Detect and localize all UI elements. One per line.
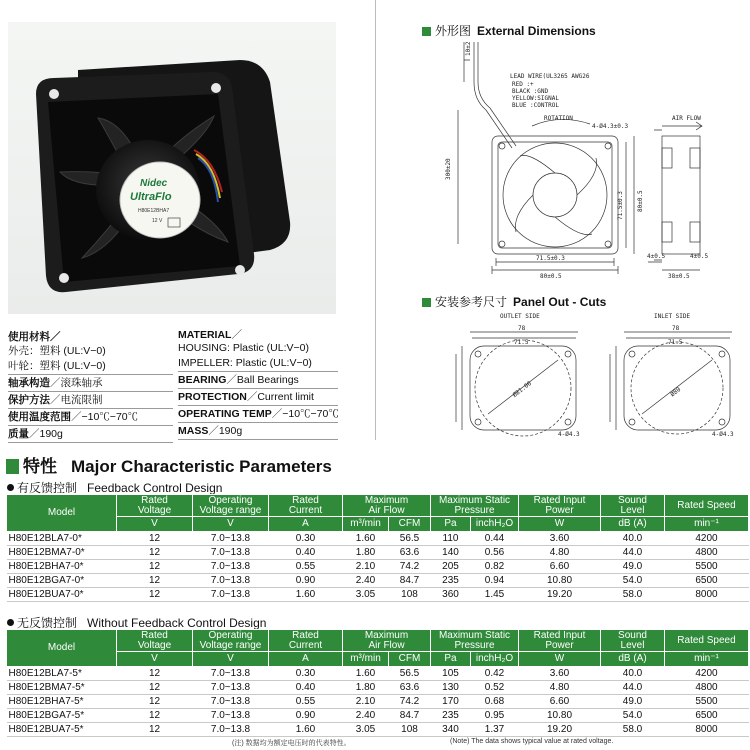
spec-protection-cn: 保护方法／电流限制 bbox=[8, 392, 173, 409]
table-cell: 44.0 bbox=[601, 546, 665, 560]
table-cell: 140 bbox=[431, 546, 471, 560]
table-cell: 4800 bbox=[665, 546, 749, 560]
model-cell: H80E12BMA7-0* bbox=[7, 546, 117, 560]
table-cell: 235 bbox=[431, 709, 471, 723]
unit-cell: Pa bbox=[431, 517, 471, 532]
table-row bbox=[7, 560, 749, 574]
table-cell: 12 bbox=[117, 532, 193, 546]
unit-cell: V bbox=[117, 652, 193, 667]
col-rated-voltage: Rated Voltage bbox=[117, 495, 193, 517]
section-marker-icon bbox=[422, 27, 431, 36]
dims-size-h: 80±0.5 bbox=[540, 273, 562, 280]
col-rated-current: Rated Current bbox=[269, 495, 343, 517]
model-cell: H80E12BMA7-5* bbox=[7, 681, 117, 695]
col-op-voltage: Operating Voltage range bbox=[193, 495, 269, 517]
table-cell: 7.0~13.8 bbox=[193, 709, 269, 723]
table-cell: 54.0 bbox=[601, 709, 665, 723]
col-rated-current: Rated Current bbox=[269, 630, 343, 652]
table-row bbox=[7, 546, 749, 560]
table-cell: 6500 bbox=[665, 574, 749, 588]
table-cell: 7.0~13.8 bbox=[193, 588, 269, 602]
spec-temp-cn: 使用温度范围／−10℃−70℃ bbox=[8, 409, 173, 426]
no-feedback-table-body bbox=[7, 667, 749, 737]
table-cell: 360 bbox=[431, 588, 471, 602]
table-cell: 4.80 bbox=[519, 681, 601, 695]
cutout-inlet: INLET SIDE bbox=[654, 313, 691, 320]
table-cell: 10.80 bbox=[519, 709, 601, 723]
table-cell: 63.6 bbox=[389, 546, 431, 560]
table-cell: 3.05 bbox=[343, 723, 389, 737]
unit-cell: Pa bbox=[431, 652, 471, 667]
col-air-flow: Maximum Air Flow bbox=[343, 495, 431, 517]
col-speed: Rated Speed bbox=[665, 495, 749, 517]
photo-brand: Nidec bbox=[140, 178, 168, 189]
unit-cell: CFM bbox=[389, 517, 431, 532]
model-cell: H80E12BLA7-0* bbox=[7, 532, 117, 546]
table-cell: 4200 bbox=[665, 532, 749, 546]
product-photo bbox=[8, 22, 336, 314]
table-row bbox=[7, 667, 749, 681]
major-title: 特性 Major Characteristic Parameters bbox=[6, 452, 332, 477]
table-cell: 205 bbox=[431, 560, 471, 574]
photo-series: UltraFlo bbox=[130, 191, 172, 203]
dims-pitch-h: 71.5±0.3 bbox=[536, 255, 565, 262]
model-cell: H80E12BUA7-0* bbox=[7, 588, 117, 602]
table-cell: 4200 bbox=[665, 667, 749, 681]
dims-lead-length: 300±20 bbox=[445, 158, 452, 180]
table-cell: 170 bbox=[431, 695, 471, 709]
table-cell: 12 bbox=[117, 695, 193, 709]
table2-title: 无反馈控制 Without Feedback Control Design bbox=[7, 614, 266, 631]
model-cell: H80E12BHA7-0* bbox=[7, 560, 117, 574]
table-cell: 7.0~13.8 bbox=[193, 667, 269, 681]
table-cell: 0.55 bbox=[269, 695, 343, 709]
col-static-pressure: Maximum Static Pressure bbox=[431, 630, 519, 652]
table-cell: 63.6 bbox=[389, 681, 431, 695]
col-air-flow: Maximum Air Flow bbox=[343, 630, 431, 652]
unit-cell: W bbox=[519, 517, 601, 532]
dims-d1: 4±0.5 bbox=[647, 253, 666, 260]
cutout-outlet: OUTLET SIDE bbox=[500, 313, 540, 320]
spec-impeller-cn: 叶轮：塑料 (UL:V−0) bbox=[8, 358, 173, 375]
unit-cell: min⁻¹ bbox=[665, 517, 749, 532]
external-dimensions-drawing bbox=[440, 40, 740, 280]
col-speed: Rated Speed bbox=[665, 630, 749, 652]
table-cell: 40.0 bbox=[601, 532, 665, 546]
dims-d2: 38±0.5 bbox=[668, 273, 690, 280]
table-cell: 19.20 bbox=[519, 723, 601, 737]
footnote-en: (Note) The data shows typical value at rated voltage. bbox=[450, 738, 614, 745]
table-cell: 44.0 bbox=[601, 681, 665, 695]
table-cell: 12 bbox=[117, 709, 193, 723]
section-marker-icon bbox=[6, 459, 19, 474]
col-rated-voltage: Rated Voltage bbox=[117, 630, 193, 652]
model-cell: H80E12BHA7-5* bbox=[7, 695, 117, 709]
table-cell: 6.60 bbox=[519, 695, 601, 709]
table-cell: 84.7 bbox=[389, 574, 431, 588]
spec-protection-en: PROTECTION／Current limit bbox=[178, 389, 338, 406]
table-cell: 235 bbox=[431, 574, 471, 588]
table-cell: 8000 bbox=[665, 588, 749, 602]
model-cell: H80E12BUA7-5* bbox=[7, 723, 117, 737]
cutout-hole-out: 4-Ø4.3 bbox=[558, 431, 580, 438]
table-cell: 40.0 bbox=[601, 667, 665, 681]
table-cell: 3.60 bbox=[519, 667, 601, 681]
table-cell: 74.2 bbox=[389, 695, 431, 709]
table-cell: 2.10 bbox=[343, 695, 389, 709]
dims-size-v: 80±0.5 bbox=[637, 190, 644, 212]
table-cell: 1.45 bbox=[471, 588, 519, 602]
unit-cell: A bbox=[269, 652, 343, 667]
bullet-icon bbox=[7, 484, 14, 491]
spec-housing-cn: 外壳：塑料 (UL:V−0) bbox=[8, 345, 106, 357]
bullet-icon bbox=[7, 619, 14, 626]
unit-cell: dB (A) bbox=[601, 517, 665, 532]
table-cell: 84.7 bbox=[389, 709, 431, 723]
table-cell: 56.5 bbox=[389, 667, 431, 681]
table-cell: 7.0~13.8 bbox=[193, 695, 269, 709]
table-cell: 19.20 bbox=[519, 588, 601, 602]
unit-cell: V bbox=[193, 652, 269, 667]
dims-hole: 4-Ø4.3±0.3 bbox=[592, 123, 629, 130]
table-cell: 340 bbox=[431, 723, 471, 737]
table-cell: 12 bbox=[117, 574, 193, 588]
unit-cell: inchH₂O bbox=[471, 652, 519, 667]
spec-mass-en: MASS／190g bbox=[178, 423, 338, 440]
unit-cell: W bbox=[519, 652, 601, 667]
dims-lead-wire: LEAD WIRE(UL3265 AWG26 bbox=[510, 73, 590, 80]
table-cell: 58.0 bbox=[601, 723, 665, 737]
feedback-table-body bbox=[7, 532, 749, 602]
table-cell: 1.80 bbox=[343, 681, 389, 695]
col-model: Model bbox=[7, 495, 117, 532]
table-cell: 0.40 bbox=[269, 681, 343, 695]
table-cell: 7.0~13.8 bbox=[193, 532, 269, 546]
table-row bbox=[7, 574, 749, 588]
photo-model: H80E12BHA7 bbox=[138, 208, 170, 214]
table-row bbox=[7, 588, 749, 602]
table-cell: 0.55 bbox=[269, 560, 343, 574]
table-cell: 56.5 bbox=[389, 532, 431, 546]
table-row bbox=[7, 723, 749, 737]
table-cell: 7.0~13.8 bbox=[193, 723, 269, 737]
table-cell: 0.82 bbox=[471, 560, 519, 574]
cutout-dia-out: Ø81.00 bbox=[511, 380, 533, 399]
dims-pitch-v: 71.5±0.3 bbox=[617, 191, 624, 220]
spec-material-en: MATERIAL／ bbox=[178, 329, 242, 341]
spec-impeller-en: IMPELLER: Plastic (UL:V−0) bbox=[178, 355, 338, 372]
table-cell: 0.30 bbox=[269, 667, 343, 681]
table-row bbox=[7, 532, 749, 546]
model-cell: H80E12BGA7-0* bbox=[7, 574, 117, 588]
table-cell: 54.0 bbox=[601, 574, 665, 588]
unit-cell: min⁻¹ bbox=[665, 652, 749, 667]
table-cell: 3.60 bbox=[519, 532, 601, 546]
table-cell: 7.0~13.8 bbox=[193, 681, 269, 695]
table-cell: 5500 bbox=[665, 560, 749, 574]
col-model: Model bbox=[7, 630, 117, 667]
table-cell: 49.0 bbox=[601, 560, 665, 574]
cutout-w2-in: 71.5 bbox=[668, 339, 683, 346]
dims-rotation: ROTATION bbox=[544, 115, 573, 122]
table-cell: 1.60 bbox=[269, 723, 343, 737]
unit-cell: V bbox=[193, 517, 269, 532]
table-cell: 2.40 bbox=[343, 709, 389, 723]
unit-cell: V bbox=[117, 517, 193, 532]
table-cell: 5500 bbox=[665, 695, 749, 709]
table-cell: 6.60 bbox=[519, 560, 601, 574]
table-cell: 0.95 bbox=[471, 709, 519, 723]
spec-material-cn: 使用材料／ bbox=[8, 331, 61, 343]
table-row bbox=[7, 695, 749, 709]
unit-cell: dB (A) bbox=[601, 652, 665, 667]
dims-airflow: AIR FLOW bbox=[672, 115, 701, 122]
cutout-w2-out: 71.5 bbox=[514, 339, 529, 346]
table-cell: 1.80 bbox=[343, 546, 389, 560]
table-cell: 6500 bbox=[665, 709, 749, 723]
dims-d3: 4±0.5 bbox=[690, 253, 709, 260]
footnote-cn: (注) 数据均为额定电压时的代表特性。 bbox=[232, 740, 351, 747]
dims-wire-yellow: YELLOW:SIGNAL bbox=[512, 95, 559, 102]
unit-cell: A bbox=[269, 517, 343, 532]
spec-bearing-en: BEARING／Ball Bearings bbox=[178, 372, 338, 389]
cutout-hole-in: 4-Ø4.3 bbox=[712, 431, 734, 438]
table-cell: 1.37 bbox=[471, 723, 519, 737]
materials-en-list bbox=[178, 329, 338, 440]
table-cell: 0.90 bbox=[269, 574, 343, 588]
table-cell: 8000 bbox=[665, 723, 749, 737]
col-static-pressure: Maximum Static Pressure bbox=[431, 495, 519, 517]
table-cell: 49.0 bbox=[601, 695, 665, 709]
spec-housing-en: HOUSING: Plastic (UL:V−0) bbox=[178, 342, 309, 354]
table-cell: 1.60 bbox=[343, 532, 389, 546]
table-cell: 12 bbox=[117, 667, 193, 681]
table-cell: 130 bbox=[431, 681, 471, 695]
dims-title: 外形图 External Dimensions bbox=[422, 22, 596, 39]
table-cell: 12 bbox=[117, 560, 193, 574]
table-cell: 0.56 bbox=[471, 546, 519, 560]
table-cell: 1.60 bbox=[343, 667, 389, 681]
spec-mass-cn: 质量／190g bbox=[8, 426, 173, 443]
photo-voltage: 12 V bbox=[152, 218, 163, 224]
table-cell: 10.80 bbox=[519, 574, 601, 588]
table-cell: 108 bbox=[389, 723, 431, 737]
table-cell: 105 bbox=[431, 667, 471, 681]
col-input-power: Rated Input Power bbox=[519, 630, 601, 652]
table-cell: 0.68 bbox=[471, 695, 519, 709]
table-cell: 7.0~13.8 bbox=[193, 574, 269, 588]
col-op-voltage: Operating Voltage range bbox=[193, 630, 269, 652]
table-cell: 12 bbox=[117, 681, 193, 695]
table-cell: 4.80 bbox=[519, 546, 601, 560]
table-cell: 2.10 bbox=[343, 560, 389, 574]
model-cell: H80E12BLA7-5* bbox=[7, 667, 117, 681]
unit-cell: CFM bbox=[389, 652, 431, 667]
table-row bbox=[7, 681, 749, 695]
table-cell: 0.42 bbox=[471, 667, 519, 681]
col-sound: Sound Level bbox=[601, 495, 665, 517]
table-cell: 4800 bbox=[665, 681, 749, 695]
no-feedback-table bbox=[6, 629, 749, 737]
unit-cell: m³/min bbox=[343, 652, 389, 667]
cutout-dia-in: Ø80 bbox=[669, 386, 683, 399]
panel-cutout-drawing bbox=[440, 310, 740, 440]
table-cell: 12 bbox=[117, 546, 193, 560]
table-cell: 0.30 bbox=[269, 532, 343, 546]
table-cell: 74.2 bbox=[389, 560, 431, 574]
table-cell: 110 bbox=[431, 532, 471, 546]
cutout-w1-in: 78 bbox=[672, 325, 680, 332]
table-cell: 12 bbox=[117, 588, 193, 602]
unit-cell: inchH₂O bbox=[471, 517, 519, 532]
table-cell: 58.0 bbox=[601, 588, 665, 602]
feedback-table bbox=[6, 494, 749, 602]
spec-temp-en: OPERATING TEMP／−10℃−70℃ bbox=[178, 406, 338, 423]
dims-wire-red: RED :+ bbox=[512, 81, 534, 88]
table-cell: 0.90 bbox=[269, 709, 343, 723]
section-marker-icon bbox=[422, 298, 431, 307]
table-cell: 0.44 bbox=[471, 532, 519, 546]
table-cell: 12 bbox=[117, 723, 193, 737]
table-row bbox=[7, 709, 749, 723]
table-cell: 0.40 bbox=[269, 546, 343, 560]
table-cell: 7.0~13.8 bbox=[193, 546, 269, 560]
dims-wire-black: BLACK :GND bbox=[512, 88, 549, 95]
table1-title: 有反馈控制 Feedback Control Design bbox=[7, 479, 222, 496]
dims-wire-blue: BLUE :CONTROL bbox=[512, 102, 559, 109]
cutout-w1-out: 78 bbox=[518, 325, 526, 332]
vertical-divider bbox=[375, 0, 376, 440]
table-cell: 0.52 bbox=[471, 681, 519, 695]
unit-cell: m³/min bbox=[343, 517, 389, 532]
col-input-power: Rated Input Power bbox=[519, 495, 601, 517]
col-sound: Sound Level bbox=[601, 630, 665, 652]
table-cell: 3.05 bbox=[343, 588, 389, 602]
table-cell: 0.94 bbox=[471, 574, 519, 588]
dims-strip: 10±2 bbox=[465, 41, 472, 56]
table-cell: 2.40 bbox=[343, 574, 389, 588]
spec-bearing-cn: 轴承构造／滚珠轴承 bbox=[8, 375, 173, 392]
table-cell: 108 bbox=[389, 588, 431, 602]
table-cell: 1.60 bbox=[269, 588, 343, 602]
materials-cn-list bbox=[8, 329, 173, 443]
model-cell: H80E12BGA7-5* bbox=[7, 709, 117, 723]
table-cell: 7.0~13.8 bbox=[193, 560, 269, 574]
cutout-title: 安装参考尺寸 Panel Out - Cuts bbox=[422, 293, 606, 310]
